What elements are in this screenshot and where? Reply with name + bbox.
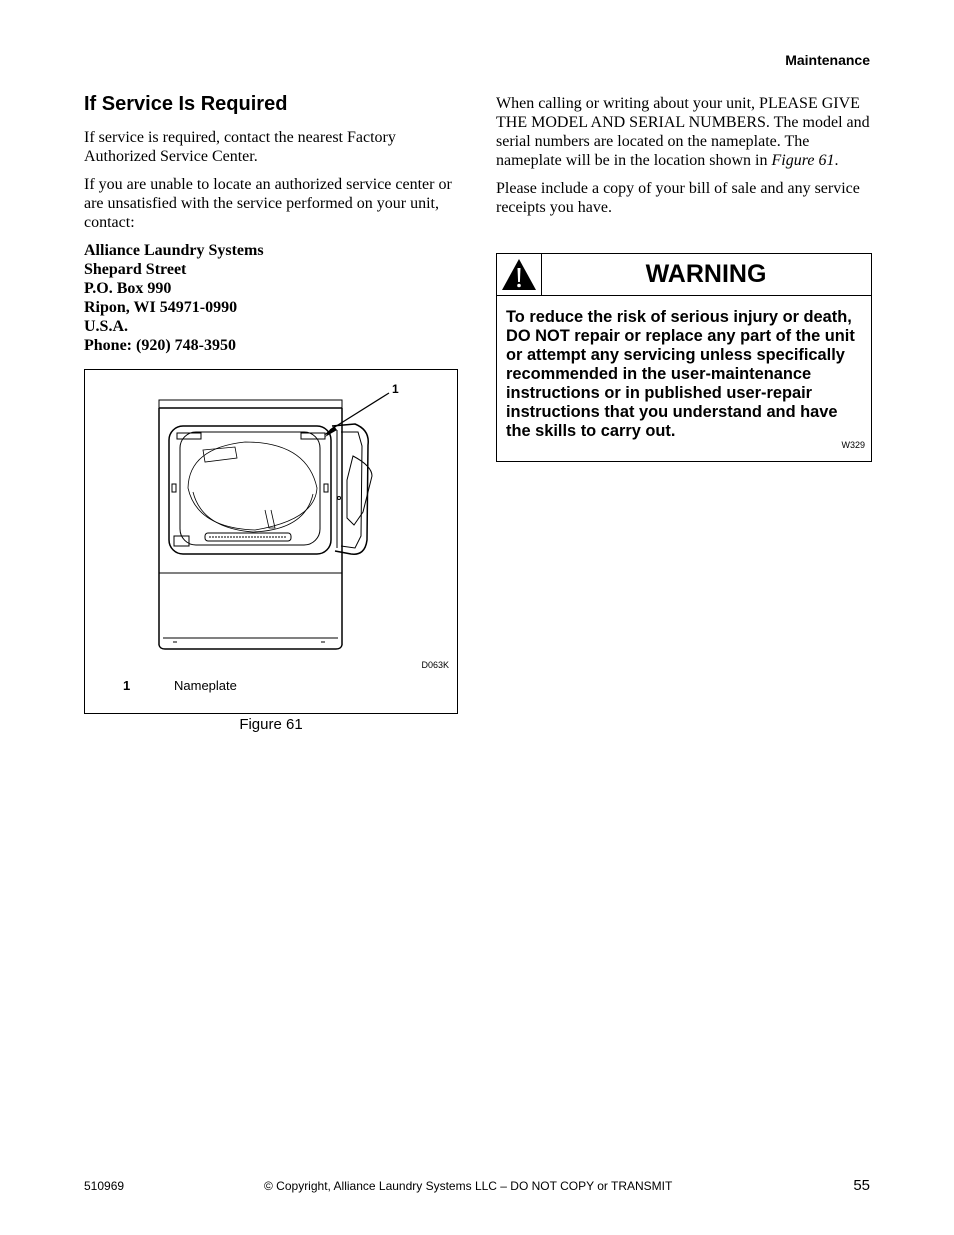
right-column (496, 94, 872, 226)
figure-caption: Figure 61 (239, 716, 303, 733)
left-column (84, 92, 460, 355)
address-line: U.S.A. (84, 318, 129, 335)
callout-number: 1 (392, 382, 399, 396)
drawing-code: D063K (421, 660, 449, 670)
contact-address (84, 241, 460, 355)
warning-icon (497, 254, 542, 295)
section-header: Maintenance (785, 52, 870, 68)
legend-label: Nameplate (174, 678, 237, 693)
model-serial-paragraph (496, 94, 872, 170)
figure-reference: Figure 61 (771, 152, 835, 169)
page-number: 55 (853, 1177, 870, 1194)
warning-header (497, 254, 871, 296)
address-line: Alliance Laundry Systems (84, 242, 264, 259)
legend-number: 1 (123, 678, 131, 693)
dryer-illustration (85, 370, 457, 670)
figure-frame (84, 369, 458, 714)
address-phone: Phone: (920) 748-3950 (84, 337, 236, 354)
warning-code: W329 (841, 440, 865, 450)
address-line: Shepard Street (84, 261, 187, 278)
paragraph-text: When calling or writing about your unit, PLEASE GIVE THE MODEL AND SERIAL NUMBERS. The model and serial numbers are located on the nameplate. The nameplate will be in the location shown in (496, 95, 870, 169)
address-line: P.O. Box 990 (84, 280, 172, 297)
page-heading: If Service Is Required (84, 93, 288, 115)
warning-box (496, 253, 872, 462)
document-number: 510969 (84, 1179, 125, 1193)
receipts-paragraph: Please include a copy of your bill of sale and any service receipts you have. (496, 180, 860, 216)
warning-text: To reduce the risk of serious injury or death, DO NOT repair or replace any part of the unit or attempt any servicing unless specifically recommended in the user-maintenance instructions or in published user-repair instructions that you understand and have the skills to carry out. (506, 308, 855, 440)
service-paragraph-2: If you are unable to locate an authorized service center or are unsatisfied with the service performed on your unit, contact: (84, 176, 452, 231)
address-line: Ripon, WI 54971-0990 (84, 299, 238, 316)
service-paragraph-1: If service is required, contact the nearest Factory Authorized Service Center. (84, 129, 396, 165)
paragraph-end: . (834, 152, 839, 169)
warning-title: WARNING (645, 260, 767, 288)
copyright-notice: © Copyright, Alliance Laundry Systems LLC – DO NOT COPY or TRANSMIT (264, 1179, 673, 1193)
